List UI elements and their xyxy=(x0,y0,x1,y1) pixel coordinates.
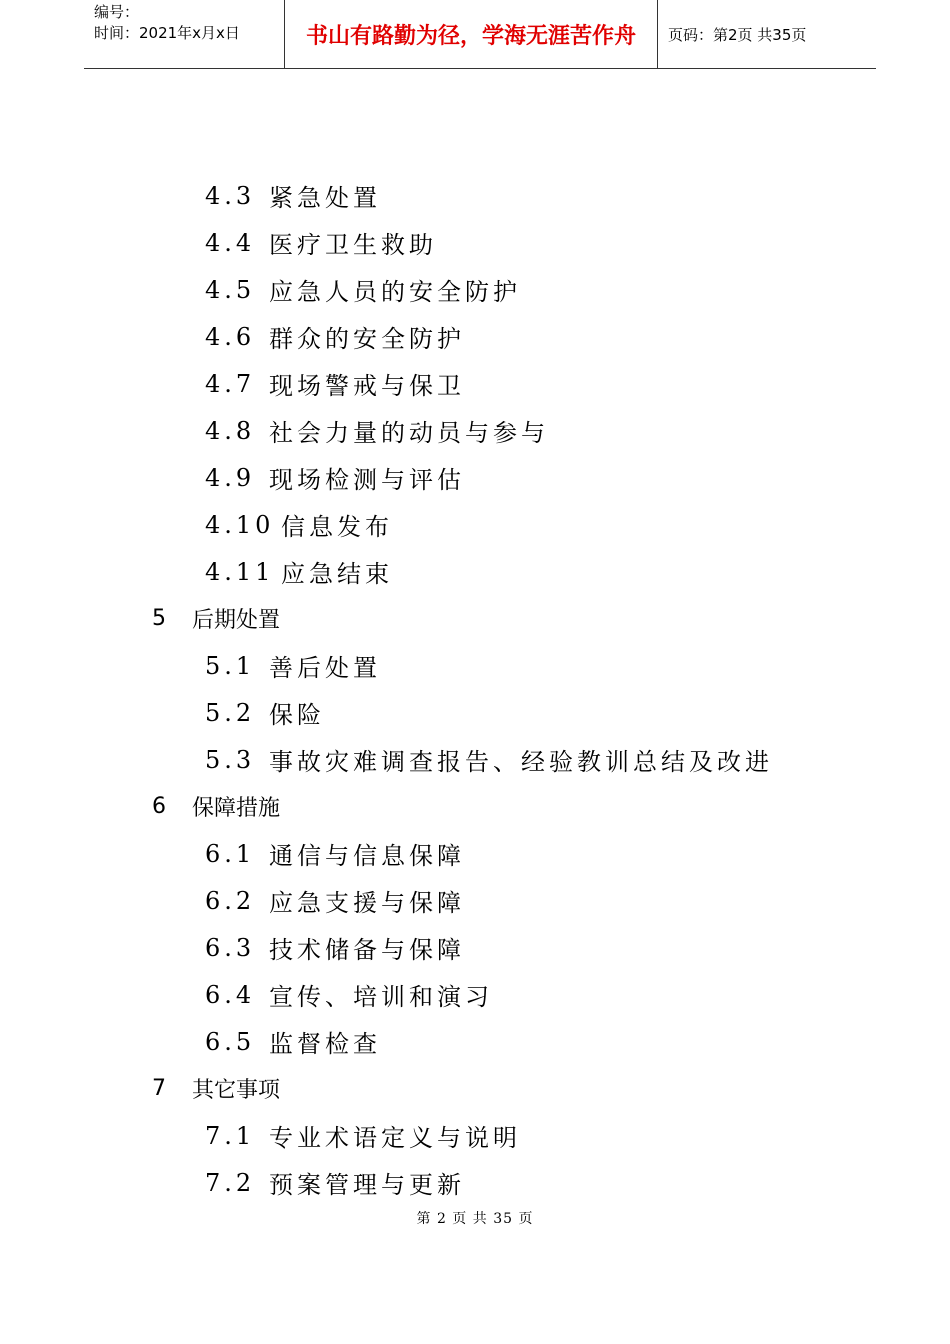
toc-entry-number: 4.10 xyxy=(205,510,275,539)
toc-entry-title: 紧急处置 xyxy=(269,184,381,212)
toc-entry-title: 现场警戒与保卫 xyxy=(269,372,465,400)
toc-entry-title: 信息发布 xyxy=(281,513,393,541)
toc-entry-title: 预案管理与更新 xyxy=(269,1171,465,1199)
toc-entry-title: 保障措施 xyxy=(192,796,281,821)
toc-entry xyxy=(0,1112,950,1159)
toc-entry xyxy=(0,313,950,360)
header-meta xyxy=(84,0,285,68)
toc-entry-number: 6.1 xyxy=(205,839,256,868)
document-number-label: 编号： xyxy=(94,3,140,21)
toc-entry-number: 5.3 xyxy=(205,745,256,774)
toc-entry xyxy=(0,548,950,595)
toc-entry-number: 7.2 xyxy=(205,1168,256,1197)
toc-entry-number: 5 xyxy=(152,606,166,631)
toc-entry-title: 其它事项 xyxy=(192,1078,281,1103)
toc-entry-number: 6 xyxy=(152,794,166,819)
toc-entry-number: 4.7 xyxy=(205,369,256,398)
toc-entry-title: 应急支援与保障 xyxy=(269,889,465,917)
toc-entry-title: 专业术语定义与说明 xyxy=(269,1124,521,1152)
toc-entry-title: 保险 xyxy=(269,701,325,729)
toc-entry xyxy=(0,924,950,971)
toc-entry-title: 应急结束 xyxy=(281,560,393,588)
toc-entry-title: 通信与信息保障 xyxy=(269,842,465,870)
toc-section-heading xyxy=(0,595,950,642)
toc-entry-number: 7.1 xyxy=(205,1121,256,1150)
toc-entry-title: 医疗卫生救助 xyxy=(269,231,437,259)
toc-entry xyxy=(0,219,950,266)
toc-entry xyxy=(0,971,950,1018)
page-header xyxy=(84,0,876,69)
toc-entry-number: 6.2 xyxy=(205,886,256,915)
toc-entry xyxy=(0,501,950,548)
toc-entry xyxy=(0,454,950,501)
toc-entry-title: 群众的安全防护 xyxy=(269,325,465,353)
toc-entry-number: 6.4 xyxy=(205,980,256,1009)
toc-entry-title: 监督检查 xyxy=(269,1030,381,1058)
header-motto: 书山有路勤为径，学海无涯苦作舟 xyxy=(285,0,658,68)
toc-entry-title: 宣传、培训和演习 xyxy=(269,983,493,1011)
toc-entry xyxy=(0,736,950,783)
toc-entry xyxy=(0,877,950,924)
toc-entry xyxy=(0,830,950,877)
toc-entry-number: 5.2 xyxy=(205,698,256,727)
toc-entry-title: 应急人员的安全防护 xyxy=(269,278,521,306)
header-page-info: 页码：第2页 共35页 xyxy=(668,25,807,44)
toc-entry-number: 6.3 xyxy=(205,933,256,962)
toc-entry xyxy=(0,642,950,689)
toc-entry-number: 4.5 xyxy=(205,275,256,304)
toc-entry-number: 4.9 xyxy=(205,463,256,492)
toc-entry-title: 技术储备与保障 xyxy=(269,936,465,964)
toc-entry-number: 5.1 xyxy=(205,651,256,680)
toc-entry-number: 4.8 xyxy=(205,416,256,445)
toc-entry xyxy=(0,266,950,313)
toc-entry xyxy=(0,689,950,736)
toc-entry xyxy=(0,1159,950,1206)
table-of-contents xyxy=(0,172,950,1206)
toc-entry-title: 现场检测与评估 xyxy=(269,466,465,494)
toc-section-heading xyxy=(0,783,950,830)
toc-entry-title: 事故灾难调查报告、经验教训总结及改进 xyxy=(269,748,773,776)
toc-entry-title: 善后处置 xyxy=(269,654,381,682)
toc-entry-number: 6.5 xyxy=(205,1027,256,1056)
toc-entry-number: 4.6 xyxy=(205,322,256,351)
toc-section-heading xyxy=(0,1065,950,1112)
toc-entry xyxy=(0,1018,950,1065)
toc-entry xyxy=(0,360,950,407)
page-footer: 第 2 页 共 35 页 xyxy=(416,1211,534,1227)
toc-entry-number: 7 xyxy=(152,1076,166,1101)
toc-entry-title: 社会力量的动员与参与 xyxy=(269,419,549,447)
toc-entry xyxy=(0,172,950,219)
toc-entry-title: 后期处置 xyxy=(192,608,281,633)
toc-entry-number: 4.4 xyxy=(205,228,256,257)
toc-entry-number: 4.11 xyxy=(205,557,275,586)
document-time-label: 时间：2021年x月x日 xyxy=(94,24,240,42)
toc-entry-number: 4.3 xyxy=(205,181,256,210)
toc-entry xyxy=(0,407,950,454)
